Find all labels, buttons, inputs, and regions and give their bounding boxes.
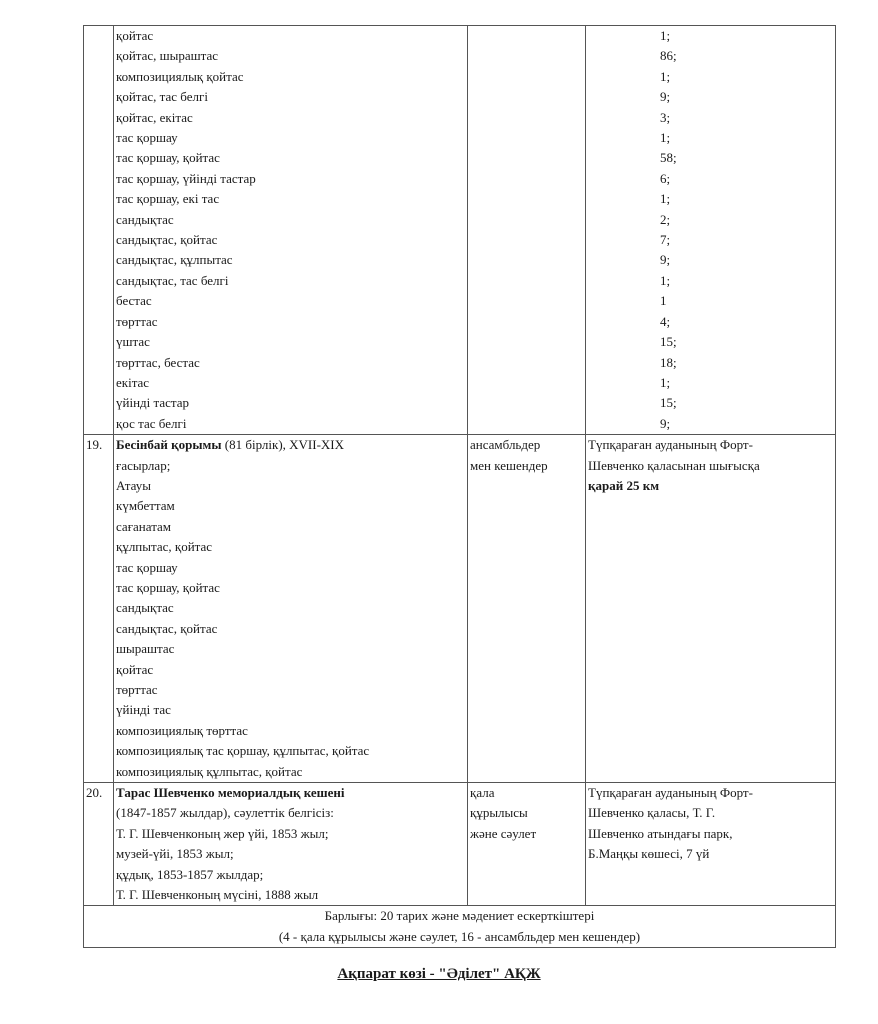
monument-detail-line: (1847-1857 жылдар), сәулеттік белгісіз:	[116, 805, 334, 821]
location-line: Түпқараған ауданының Форт-	[588, 437, 753, 453]
location-line: Шевченко қаласынан шығысқа	[588, 457, 760, 473]
count-value: 1;	[660, 28, 671, 43]
count-value: 86;	[660, 48, 677, 64]
count-value: 9;	[660, 89, 671, 105]
count-value: 1	[660, 293, 667, 309]
monument-type-line: және сәулет	[470, 825, 537, 841]
list-item: қойтас	[116, 28, 154, 43]
list-item: қойтас, екітас	[116, 109, 193, 125]
monument-type-line: қала	[470, 785, 495, 801]
monument-type-cell	[468, 783, 586, 906]
monument-detail-line: шыраштас	[116, 641, 175, 657]
list-item: екітас	[116, 374, 150, 390]
list-item: композициялық қойтас	[116, 68, 244, 84]
monument-type-line: мен кешендер	[470, 457, 548, 473]
monument-detail-line: музей-үйі, 1853 жыл;	[116, 846, 234, 862]
location-line: қарай 25 км	[588, 477, 660, 493]
monument-detail-line: тас қоршау, қойтас	[116, 579, 220, 595]
row-number: 19.	[84, 435, 114, 783]
list-item: үйінді тастар	[116, 395, 189, 411]
monument-name: Тарас Шевченко мемориалдық кешені	[116, 785, 345, 801]
monument-type-line: ансамбльдер	[470, 437, 541, 453]
list-item: қойтас, тас белгі	[116, 89, 208, 105]
monuments-table	[83, 25, 836, 948]
count-value: 7;	[660, 232, 671, 248]
location-line: Шевченко атындағы парк,	[588, 825, 733, 841]
row-number: 20.	[84, 783, 114, 906]
list-item: тас қоршау, үйінді тастар	[116, 170, 256, 186]
count-value: 2;	[660, 211, 671, 227]
monument-type-cell	[468, 435, 586, 783]
count-value: 1;	[660, 374, 671, 390]
count-value: 15;	[660, 334, 677, 350]
list-item: үштас	[116, 334, 150, 350]
monument-detail-line: төрттас	[116, 682, 158, 697]
count-value: 1;	[660, 130, 671, 146]
monument-name: Бесінбай қорымы	[116, 437, 222, 453]
table-row	[84, 435, 836, 783]
monument-name-cell	[114, 783, 468, 906]
count-value: 1;	[660, 272, 671, 288]
count-value: 58;	[660, 150, 677, 166]
location-line: Шевченко қаласы, Т. Г.	[588, 805, 716, 821]
count-value: 4;	[660, 313, 671, 329]
items-cell	[114, 26, 468, 435]
monument-detail-line: ғасырлар;	[116, 457, 171, 473]
counts-cell	[586, 26, 836, 435]
location-line: Б.Маңқы көшесі, 7 үй	[588, 846, 710, 862]
total-line: Барлығы: 20 тарих және мәдениет ескерткіштері	[324, 908, 595, 924]
count-value: 1;	[660, 68, 671, 84]
list-item: сандықтас, тас белгі	[116, 272, 229, 288]
monument-detail-line: құдық, 1853-1857 жылдар;	[116, 866, 264, 882]
monument-detail-line: қойтас	[116, 661, 154, 677]
type-cell	[468, 26, 586, 435]
list-item: бестас	[116, 293, 152, 309]
list-item: сандықтас	[116, 211, 174, 227]
row-number-cell	[84, 26, 114, 435]
monument-detail-line: Т. Г. Шевченконың мүсіні, 1888 жыл	[116, 887, 319, 903]
monument-detail-line: сандықтас, қойтас	[116, 620, 218, 636]
list-item: қойтас, шыраштас	[116, 48, 219, 64]
count-value: 1;	[660, 191, 671, 207]
list-item: тас қоршау	[116, 130, 178, 146]
list-item: төрттас, бестас	[116, 354, 200, 370]
location-line: Түпқараған ауданының Форт-	[588, 785, 753, 801]
monument-detail-line: күмбеттам	[116, 498, 175, 514]
count-value: 15;	[660, 395, 677, 411]
monument-name-detail: (81 бірлік), XVII-XIX	[221, 437, 345, 453]
count-value: 9;	[660, 252, 671, 268]
source-note: Ақпарат көзі - "Әділет" АҚЖ	[337, 966, 541, 982]
monument-detail-line: сандықтас	[116, 600, 174, 616]
count-value: 6;	[660, 170, 671, 186]
total-line: (4 - қала құрылысы және сәулет, 16 - ансамбльдер мен кешендер)	[278, 928, 641, 944]
monument-detail-line: композициялық тас қоршау, құлпытас, қойтас	[116, 743, 370, 759]
count-value: 18;	[660, 354, 677, 370]
list-item: тас қоршау, қойтас	[116, 150, 220, 166]
count-value: 3;	[660, 109, 671, 125]
monument-location-cell	[586, 783, 836, 906]
monument-detail-line: композициялық құлпытас, қойтас	[116, 763, 303, 779]
monument-detail-line: Т. Г. Шевченконың жер үйі, 1853 жыл;	[116, 825, 329, 841]
list-item: тас қоршау, екі тас	[116, 191, 220, 207]
monument-detail-line: үйінді тас	[116, 702, 171, 718]
monument-detail-line: құлпытас, қойтас	[116, 539, 213, 555]
total-cell	[84, 906, 836, 948]
table-row	[84, 26, 836, 435]
monument-detail-line: композициялық төрттас	[116, 722, 248, 738]
table-row	[84, 783, 836, 906]
monument-name-cell	[114, 435, 468, 783]
monument-type-line: құрылысы	[470, 805, 528, 821]
list-item: сандықтас, қойтас	[116, 232, 218, 248]
monument-detail-line: Атауы	[116, 477, 151, 493]
monument-location-cell	[586, 435, 836, 783]
monument-detail-line: сағанатам	[116, 518, 172, 534]
list-item: сандықтас, құлпытас	[116, 252, 233, 268]
count-value: 9;	[660, 415, 671, 431]
list-item: төрттас	[116, 313, 158, 329]
monument-detail-line: тас қоршау	[116, 559, 178, 575]
list-item: қос тас белгі	[116, 415, 187, 431]
table-row	[84, 906, 836, 948]
